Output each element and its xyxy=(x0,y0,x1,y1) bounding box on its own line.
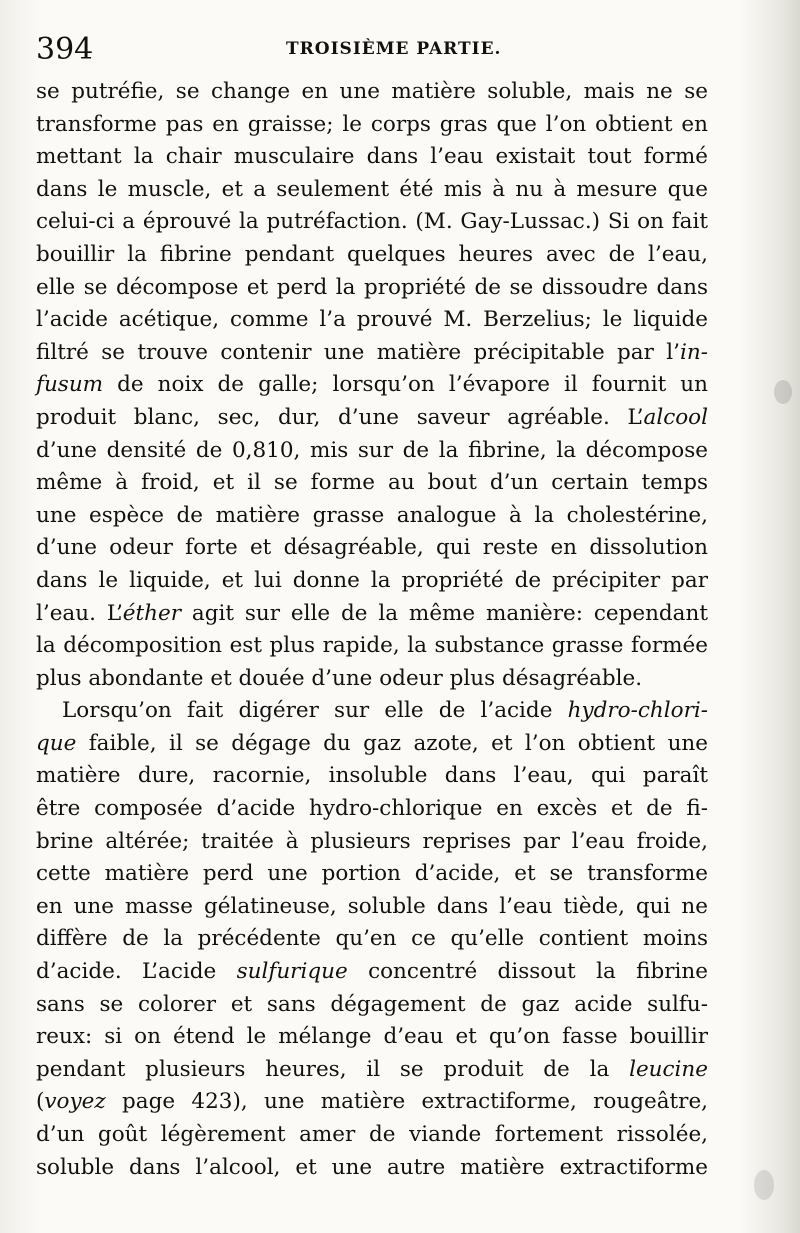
page-number: 394 xyxy=(36,32,94,67)
text-line xyxy=(36,206,708,239)
text-line xyxy=(36,793,708,826)
italic-text-run: éther xyxy=(122,600,181,626)
italic-text-run: leucine xyxy=(629,1056,708,1082)
text-line xyxy=(36,532,708,565)
text-run: page 423), une matière extractiforme, rougeâtre, xyxy=(105,1089,708,1115)
text-run: d’un goût légèrement amer de viande fortement rissolée, xyxy=(36,1122,708,1147)
text-line xyxy=(36,337,708,370)
text-run: matière dure, racornie, insoluble dans l’eau, qui paraît xyxy=(36,763,708,789)
body-text xyxy=(36,76,708,1184)
text-run: produit blanc, sec, dur, d’une saveur agréable. L’ xyxy=(36,404,644,430)
text-run: Lorsqu’on fait digérer sur elle de l’acide xyxy=(62,698,568,724)
text-run: plus abondante et douée d’une odeur plus désagréable. xyxy=(36,665,643,691)
text-run: être composée d’acide hydro-chlorique en excès et de fi- xyxy=(36,796,708,822)
text-run: d’acide. L’acide xyxy=(36,959,237,985)
text-run: la décomposition est plus rapide, la substance grasse formée xyxy=(36,633,708,659)
italic-text-run: fusum xyxy=(36,372,104,398)
text-line xyxy=(36,728,708,761)
text-run: mettant la chair musculaire dans l’eau existait tout formé xyxy=(36,144,708,170)
text-run: dans le liquide, et lui donne la propriété de précipiter par xyxy=(36,567,708,593)
text-run: agit sur elle de la même manière: cependant xyxy=(181,600,708,626)
text-line xyxy=(36,1086,708,1119)
text-line xyxy=(36,109,708,142)
text-run: elle se décompose et perd la propriété de se dissoudre dans xyxy=(36,274,708,300)
text-line xyxy=(36,695,708,728)
page-smudge xyxy=(774,380,792,404)
text-run: l’acide acétique, comme l’a prouvé M. Berzelius; le liquide xyxy=(36,307,708,333)
text-run: dans le muscle, et a seulement été mis à nu à mesure que xyxy=(36,176,708,202)
text-line xyxy=(36,565,708,598)
text-line xyxy=(36,304,708,337)
text-run: celui-ci a éprouvé la putréfaction. (M. Gay-Lussac.) Si on fait xyxy=(36,209,708,235)
text-run: transforme pas en graisse; le corps gras que l’on obtient en xyxy=(36,111,708,137)
text-line xyxy=(36,467,708,500)
text-line xyxy=(36,141,708,174)
text-run: soluble dans l’alcool, et une autre matière extractiforme xyxy=(36,1154,708,1180)
text-line xyxy=(36,1152,708,1185)
italic-text-run: in- xyxy=(680,339,708,365)
text-line xyxy=(36,891,708,924)
text-line xyxy=(36,272,708,305)
text-run: même à froid, et il se forme au bout d’un certain temps xyxy=(36,470,708,496)
italic-text-run: sulfurique xyxy=(236,959,348,985)
text-run: une espèce de matière grasse analogue à la cholestérine, xyxy=(36,502,708,528)
text-run: reux: si on étend le mélange d’eau et qu’on fasse bouillir xyxy=(36,1024,708,1050)
italic-text-run: hydro-chlori- xyxy=(567,698,708,724)
running-head: TROISIÈME PARTIE. xyxy=(286,39,502,59)
text-line xyxy=(36,760,708,793)
page-header xyxy=(36,30,736,70)
italic-text-run: voyez xyxy=(44,1089,106,1115)
text-run: brine altérée; traitée à plusieurs reprises par l’eau froide, xyxy=(36,828,708,854)
text-run: de noix de galle; lorsqu’on l’évapore il fournit un xyxy=(103,372,708,398)
italic-text-run: que xyxy=(36,730,77,756)
text-run: sans se colorer et sans dégagement de gaz acide sulfu- xyxy=(36,991,708,1017)
text-run: concentré dissout la fibrine xyxy=(347,959,708,985)
text-line xyxy=(36,402,708,435)
text-line xyxy=(36,239,708,272)
text-run: l’eau. L’ xyxy=(36,600,123,626)
page-smudge xyxy=(754,1170,774,1200)
text-run: pendant plusieurs heures, il se produit de la xyxy=(36,1056,630,1082)
text-line xyxy=(36,630,708,663)
italic-text-run: alcool xyxy=(643,404,708,430)
text-line xyxy=(36,923,708,956)
text-line xyxy=(36,956,708,989)
text-line xyxy=(36,598,708,631)
text-run: faible, il se dégage du gaz azote, et l’on obtient une xyxy=(76,730,708,756)
text-run: ( xyxy=(36,1089,45,1115)
text-line xyxy=(36,826,708,859)
text-run: diffère de la précédente qu’en ce qu’elle contient moins xyxy=(36,926,708,952)
text-line xyxy=(36,1021,708,1054)
text-line xyxy=(36,1054,708,1087)
text-run: filtré se trouve contenir une matière précipitable par l’ xyxy=(36,339,680,365)
text-line xyxy=(36,435,708,468)
text-run: cette matière perd une portion d’acide, et se transforme xyxy=(36,861,708,887)
text-line xyxy=(36,174,708,207)
text-run: en une masse gélatineuse, soluble dans l’eau tiède, qui ne xyxy=(36,893,708,919)
text-line xyxy=(36,500,708,533)
text-line xyxy=(36,76,708,109)
text-run: d’une densité de 0,810, mis sur de la fibrine, la décompose xyxy=(36,437,708,463)
text-line xyxy=(36,369,708,402)
text-line xyxy=(36,1119,708,1152)
text-run: bouillir la fibrine pendant quelques heures avec de l’eau, xyxy=(36,241,708,267)
text-line xyxy=(36,663,708,696)
text-line xyxy=(36,989,708,1022)
text-run: d’une odeur forte et désagréable, qui reste en dissolution xyxy=(36,535,708,561)
text-run: se putréfie, se change en une matière soluble, mais ne se xyxy=(36,79,708,104)
text-line xyxy=(36,858,708,891)
